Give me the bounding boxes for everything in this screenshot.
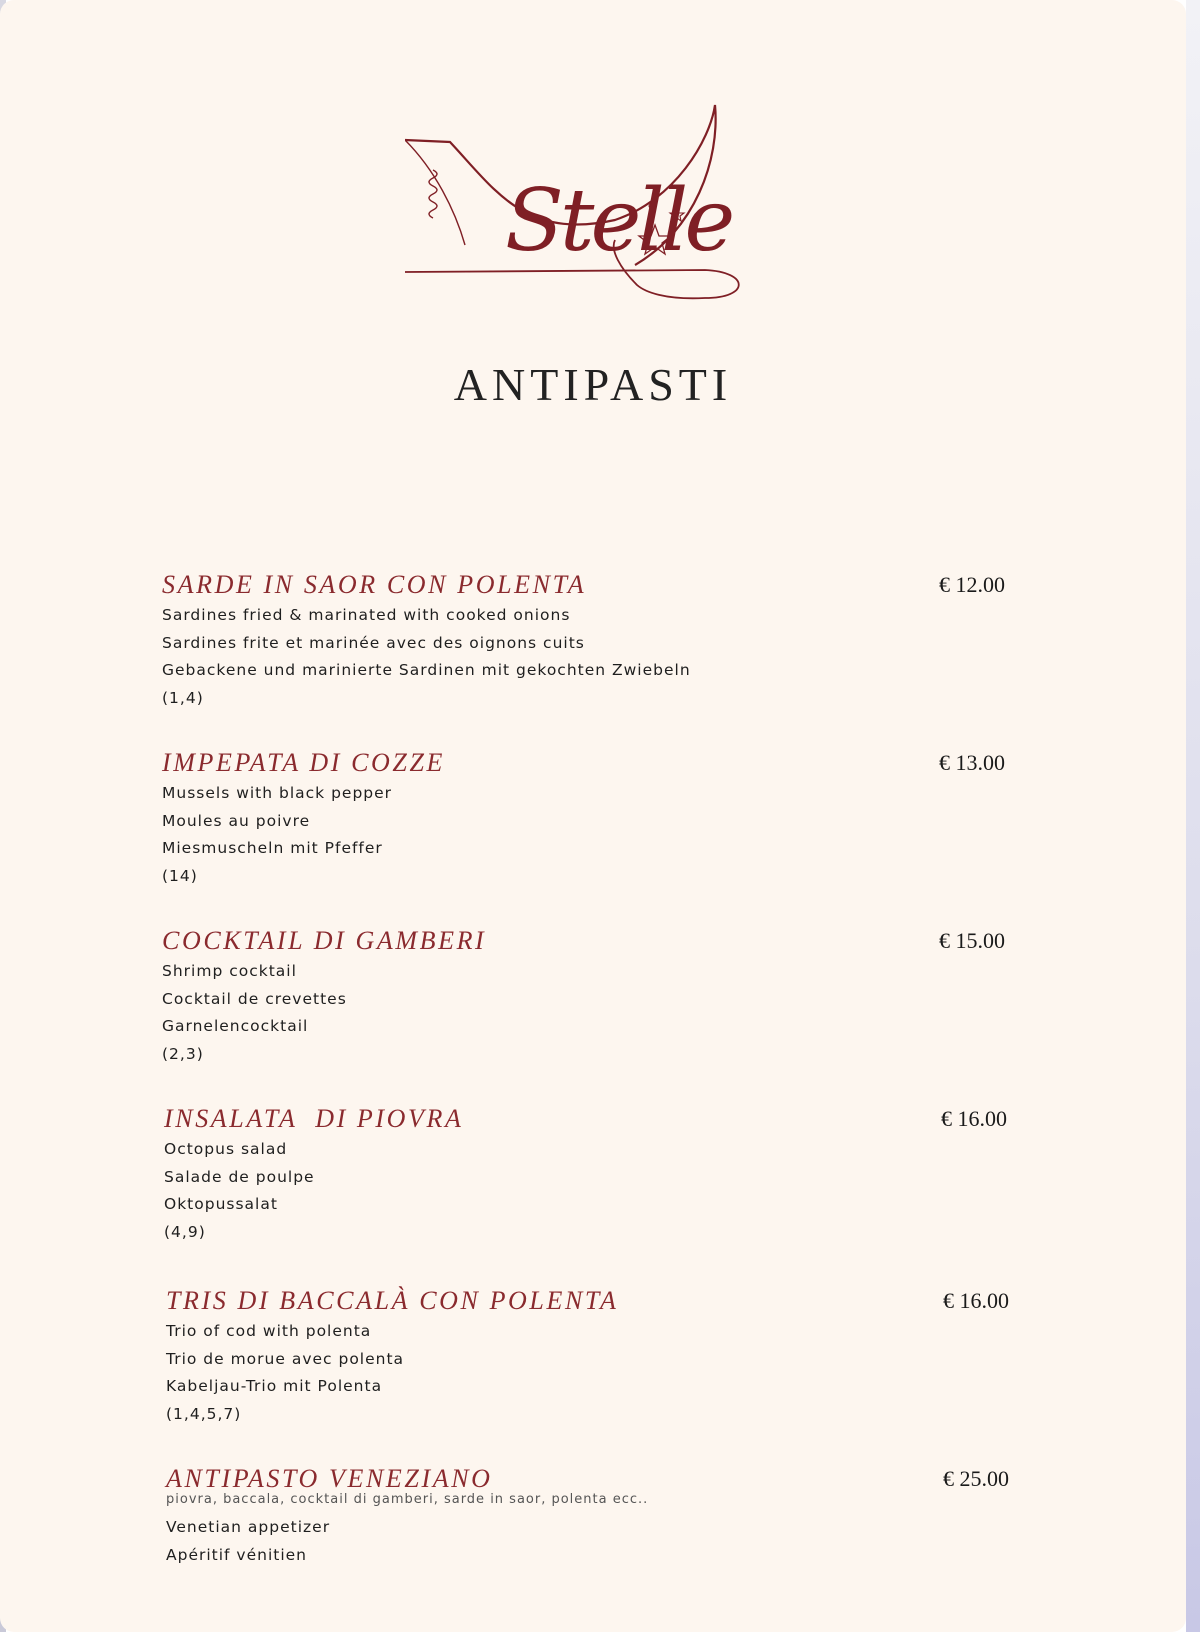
menu-item [166,1464,1046,1569]
item-allergens: (14) [162,866,198,885]
item-name: SARDE IN SAOR CON POLENTA [162,570,587,599]
item-price: € 16.00 [943,1288,1009,1313]
item-allergens: (1,4,5,7) [166,1404,242,1423]
item-description-fr: Trio de morue avec polenta [166,1349,405,1368]
item-name: ANTIPASTO VENEZIANO [166,1464,493,1493]
item-allergens: (4,9) [164,1222,206,1241]
item-description-de: Gebackene und marinierte Sardinen mit gekochten Zwiebeln [162,661,691,679]
item-description-fr: Sardines frite et marinée avec des oignons cuits [162,633,585,652]
item-price: € 16.00 [941,1106,1007,1131]
item-description-de: Miesmuscheln mit Pfeffer [162,839,383,857]
item-description-fr: Cocktail de crevettes [162,989,347,1008]
item-description-de: Kabeljau-Trio mit Polenta [166,1377,383,1395]
menu-item [162,926,1042,1068]
logo-script: Stelle [505,171,732,271]
item-allergens: (2,3) [162,1044,204,1063]
item-name: INSALATA DI PIOVRA [164,1104,464,1133]
menu-item [166,1286,1046,1428]
stelle-logo [405,100,775,320]
item-description-fr: Salade de poulpe [164,1167,315,1186]
item-description-de: Garnelencocktail [162,1017,309,1035]
item-description-en: Venetian appetizer [166,1518,331,1536]
item-price: € 25.00 [943,1466,1009,1491]
item-description-de: Oktopussalat [164,1195,278,1213]
menu-item [162,570,1042,712]
item-price: € 12.00 [939,572,1005,597]
menu-item [164,1104,1044,1246]
item-description-en: Trio of cod with polenta [166,1322,372,1340]
item-description-en: Shrimp cocktail [162,962,297,980]
item-name: IMPEPATA DI COZZE [162,748,446,777]
item-subtitle: piovra, baccala, cocktail di gamberi, sarde in saor, polenta ecc.. [166,1492,649,1507]
section-title: ANTIPASTI [453,359,733,410]
item-description-en: Octopus salad [164,1140,288,1158]
item-allergens: (1,4) [162,688,204,707]
item-name: TRIS DI BACCALÀ CON POLENTA [166,1286,619,1315]
item-description-fr: Apéritif vénitien [166,1545,308,1564]
item-description-fr: Moules au poivre [162,811,311,830]
item-description-en: Mussels with black pepper [162,784,393,802]
item-price: € 13.00 [939,750,1005,775]
item-price: € 15.00 [939,928,1005,953]
menu-item [162,748,1042,890]
item-description-en: Sardines fried & marinated with cooked onions [162,606,571,624]
item-name: COCKTAIL DI GAMBERI [162,926,487,955]
window-edge-right [1186,0,1200,1632]
